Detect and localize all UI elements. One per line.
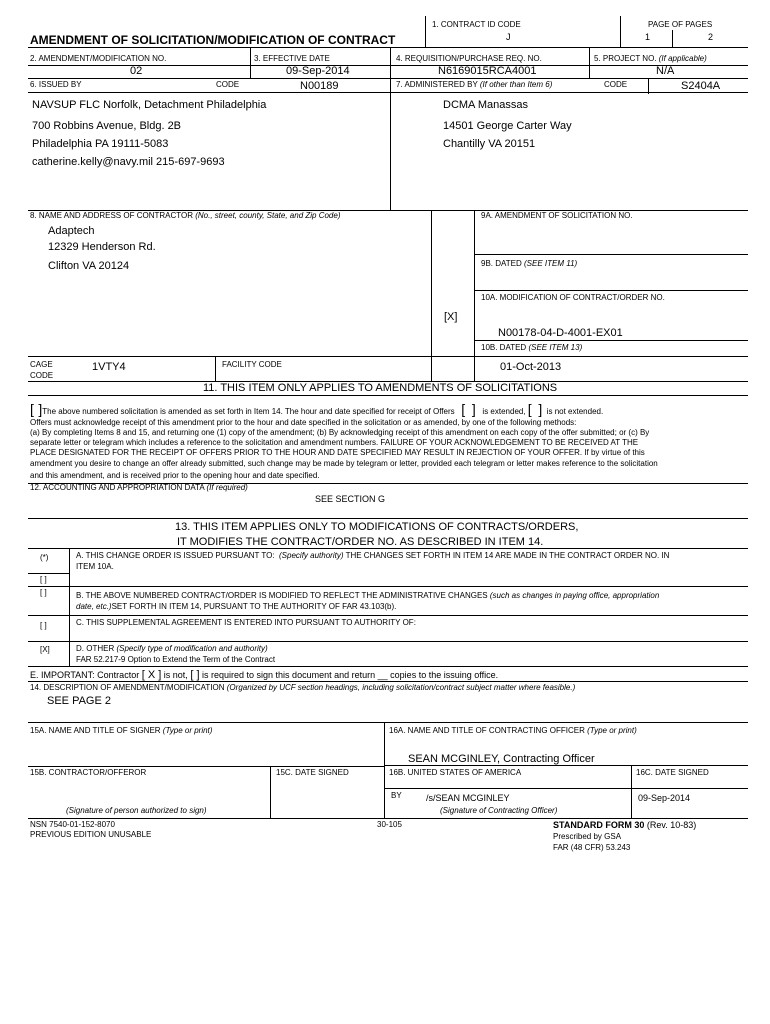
item-13d-value: FAR 52.217-9 Option to Extend the Term of the Contract [76,655,276,664]
bracket: [ [30,401,34,417]
issued-code-label: CODE [216,80,240,89]
previous-edition-note: PREVIOUS EDITION UNUSABLE [30,830,152,839]
by-label: BY [391,791,402,800]
contract-id-value: J [506,32,511,42]
bracket: ] [38,401,43,417]
amendment-no-value: 02 [130,65,143,77]
prescribed-by: Prescribed by GSA [553,832,622,841]
far-reference: FAR (48 CFR) 53.243 [553,843,631,852]
item-13a-mark: (*) [40,553,49,562]
item-10b-label: 10B. DATED (SEE ITEM 13) [481,343,583,352]
item-13b-mark: [ ] [40,588,47,597]
nsn-number: NSN 7540-01-152-8070 [30,820,115,829]
cage-label-2: CODE [30,371,54,380]
issued-code-value: N00189 [300,80,339,92]
issued-by-line: Philadelphia PA 19111-5083 [32,138,169,150]
item-11-text: and this amendment, and is received prior to the opening hour and date specified. [30,471,320,480]
officer-date-label: 16C. DATE SIGNED [636,768,709,777]
item-10a-label: 10A. MODIFICATION OF CONTRACT/ORDER NO. [481,293,665,302]
effective-date-label: 3. EFFECTIVE DATE [254,54,330,63]
item-14-label: 14. DESCRIPTION OF AMENDMENT/MODIFICATION (Organized by UCF section headings, including solicitation/contract subject matter where feasible.) [30,683,576,692]
item-11-text: Offers must acknowledge receipt of this amendment prior to the hour and date specified in the solicitation or as amended, by one of the following methods: [30,418,577,427]
not-required-mark: [ X ] [141,669,162,681]
contractor-line: Clifton VA 20124 [48,260,130,272]
total-pages: 2 [708,32,714,42]
bracket: ] [471,401,476,417]
officer-label: 16A. NAME AND TITLE OF CONTRACTING OFFICER (Type or print) [389,726,637,735]
contractor-signature-note: (Signature of person authorized to sign) [66,806,207,815]
bracket: [ [461,401,466,417]
effective-date-value: 09-Sep-2014 [286,65,350,77]
project-no-value: N/A [656,65,675,77]
administered-by-label: 7. ADMINISTERED BY (If other than Item 6) [396,80,553,89]
officer-name: SEAN MCGINLEY, Contracting Officer [408,753,595,765]
amendment-no-label: 2. AMENDMENT/MODIFICATION NO. [30,54,167,63]
administered-by-line: Chantilly VA 20151 [443,138,536,150]
item-9a-label: 9A. AMENDMENT OF SOLICITATION NO. [481,211,633,220]
bracket: ] [538,401,543,417]
signer-label: 15A. NAME AND TITLE OF SIGNER (Type or print) [30,726,213,735]
item-11-line: [ ]The above numbered solicitation is amended as set forth in Item 14. The hour and date specified for receipt of Offers [ ] is extended, [ ] is not extended. [30,401,604,417]
standard-form-label: STANDARD FORM 30 (Rev. 10-83) [553,820,697,830]
item-13c-text: C. THIS SUPPLEMENTAL AGREEMENT IS ENTERED INTO PURSUANT TO AUTHORITY OF: [76,618,416,627]
contract-id-label: 1. CONTRACT ID CODE [432,20,521,29]
requisition-label: 4. REQUISITION/PURCHASE REQ. NO. [396,54,542,63]
item-11-text: separate letter or telegram which includes a reference to the solicitation and amendment numbers. FAILURE OF YOUR ACKNOWLEDGEMENT TO BE RECEIVED AT THE [30,438,639,447]
cage-code-value: 1VTY4 [92,361,126,373]
admin-code-value: S2404A [681,80,721,92]
bracket: [ [527,401,532,417]
administered-by-line: DCMA Manassas [443,99,528,111]
officer-signed-date: 09-Sep-2014 [638,793,691,803]
issued-by-line: 700 Robbins Avenue, Bldg. 2B [32,120,182,132]
item-12-label: 12. ACCOUNTING AND APPROPRIATION DATA (If required) [30,483,248,492]
usa-label: 16B. UNITED STATES OF AMERICA [389,768,522,777]
item-13a-text: A. THIS CHANGE ORDER IS ISSUED PURSUANT TO: (Specify authority) THE CHANGES SET FORTH IN ITEM 14 ARE MADE IN THE CONTRACT ORDER NO. IN [76,551,670,560]
item-11-heading: 11. THIS ITEM ONLY APPLIES TO AMENDMENTS OF SOLICITATIONS [203,382,558,394]
form-code: 30-105 [377,820,402,829]
officer-signature: /s/SEAN MCGINLEY [426,793,510,803]
officer-signature-note: (Signature of Contracting Officer) [440,806,558,815]
issued-by-label: 6. ISSUED BY [30,80,82,89]
item-13d-mark: [X] [40,645,50,654]
item-e-line: E. IMPORTANT: Contractor [ X ] is not, [ ] is required to sign this document and return __ copies to the issuing office. [30,669,499,681]
project-no-label: 5. PROJECT NO. (If applicable) [594,54,707,63]
item-13-blank-mark: [ ] [40,575,47,584]
admin-code-label: CODE [604,80,628,89]
item-13-heading: 13. THIS ITEM APPLIES ONLY TO MODIFICATIONS OF CONTRACTS/ORDERS, [175,521,579,533]
contractor-line: 12329 Henderson Rd. [48,241,156,253]
contractor-offeror-label: 15B. CONTRACTOR/OFFEROR [30,768,147,777]
item-11-text: (a) By completing Items 8 and 15, and returning one (1) copy of the amendment; (b) By acknowledging receipt of this amendment on each copy of the offer submitted; or (c) By [30,428,650,437]
item-12-value: SEE SECTION G [315,494,386,504]
requisition-value: N6169015RCA4001 [438,65,537,77]
cage-label: CAGE [30,360,53,369]
item-13-heading-2: IT MODIFIES THE CONTRACT/ORDER NO. AS DESCRIBED IN ITEM 14. [177,536,544,548]
item-10a-value: N00178-04-D-4001-EX01 [498,327,623,339]
item-14-value: SEE PAGE 2 [47,695,111,707]
page-number: 1 [645,32,651,42]
item-13d-text: D. OTHER (Specify type of modification and authority) [76,644,268,653]
required-mark: [ ] [190,669,200,681]
issued-by-line: NAVSUP FLC Norfolk, Detachment Philadelphia [32,99,267,111]
item-13a-text-2: ITEM 10A. [76,562,114,571]
item-13b-text: B. THE ABOVE NUMBERED CONTRACT/ORDER IS MODIFIED TO REFLECT THE ADMINISTRATIVE CHANGES (such as changes in paying office, appropriation [76,591,660,600]
contractor-line: Adaptech [48,225,95,237]
item-13b-text-2: date, etc.)SET FORTH IN ITEM 14, PURSUANT TO THE AUTHORITY OF FAR 43.103(b). [76,602,397,611]
item-10a-mark: [X] [444,311,458,323]
contractor-label: 8. NAME AND ADDRESS OF CONTRACTOR (No., street, county, State, and Zip Code) [30,211,341,220]
contractor-date-label: 15C. DATE SIGNED [276,768,349,777]
item-10b-value: 01-Oct-2013 [500,361,562,373]
item-11-text: amendment you desire to change an offer already submitted, such change may be made by telegram or letter, provided each telegram or letter makes reference to the solicitation [30,459,658,468]
form-title: AMENDMENT OF SOLICITATION/MODIFICATION OF CONTRACT [30,33,396,47]
item-13c-mark: [ ] [40,621,47,630]
item-11-text: PLACE DESIGNATED FOR THE RECEIPT OF OFFERS PRIOR TO THE HOUR AND DATE SPECIFIED MAY RESULT IN REJECTION OF YOUR OFFER. If by virtue of this [30,448,645,457]
facility-code-label: FACILITY CODE [222,360,282,369]
page-of-pages-label: PAGE OF PAGES [648,20,713,29]
administered-by-line: 14501 George Carter Way [443,120,572,132]
item-9b-label: 9B. DATED (SEE ITEM 11) [481,259,578,268]
issued-by-line: catherine.kelly@navy.mil 215-697-9693 [32,156,225,168]
